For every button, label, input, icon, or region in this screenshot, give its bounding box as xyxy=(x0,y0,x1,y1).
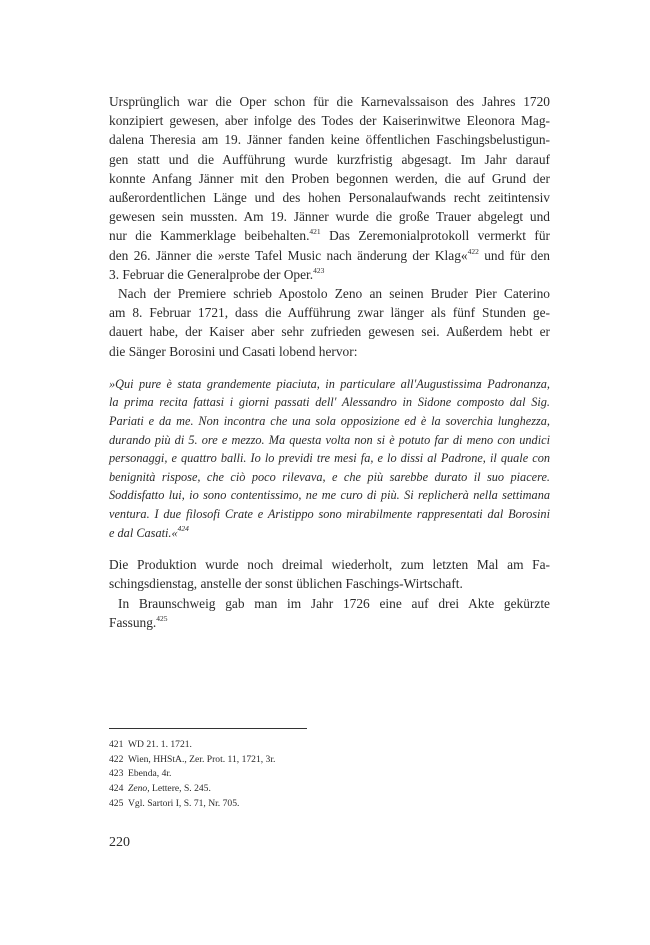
footnote-424 xyxy=(109,782,550,797)
block-quote xyxy=(109,375,550,542)
footnote-ref-424[interactable]: 424 xyxy=(177,523,189,533)
text-line: die Sänger Borosini und Casati lobend hervor: xyxy=(109,343,358,359)
text-line: am 8. Februar 1721, dass die Aufführung zwar länger als fünf Stunden ge- xyxy=(109,305,550,321)
paragraph-4 xyxy=(109,594,550,632)
text-line: Die Produktion wurde noch dreimal wiederholt, zum letzten Mal am Fa- xyxy=(109,557,550,573)
text-line: gewesen sein mussten. Am 19. Jänner wurde die große Trauer abgelegt und xyxy=(109,209,550,225)
footnote-text: Ebenda, 4r. xyxy=(128,768,172,780)
paragraph-1 xyxy=(109,92,550,284)
quote-line: personaggi, e quattro balli. Io lo previdi tre mesi fa, e lo dissi al Padrone, il quale con xyxy=(109,451,550,466)
footnote-421 xyxy=(109,738,550,753)
text-line: konzipiert gewesen, aber infolge des Todes der Kaiserinwitwe Eleonora Mag- xyxy=(109,113,550,129)
text-line: schingsdienstag, anstelle der sonst üblichen Faschings-Wirtschaft. xyxy=(109,576,463,592)
text-line: gen statt und die Aufführung wurde kurzfristig abgesagt. Im Jahr darauf xyxy=(109,151,550,167)
footnote-number: 422 xyxy=(109,753,124,765)
footnote-author: Zeno xyxy=(128,783,148,795)
footnotes xyxy=(109,728,550,812)
footnote-ref-423[interactable]: 423 xyxy=(313,265,325,275)
quote-line: Soddisfatto lui, io sono contentissimo, ne me curo di più. Si replicherà nella settimana xyxy=(109,488,550,503)
footnote-number: 424 xyxy=(109,783,124,795)
footnote-ref-421[interactable]: 421 xyxy=(309,227,321,237)
footnote-ref-425[interactable]: 425 xyxy=(156,613,168,623)
text-line: außerordentlichen Länge und des hohen Personalaufwands recht zeitintensiv xyxy=(109,190,550,206)
footnote-number: 425 xyxy=(109,797,124,809)
paragraph-2 xyxy=(109,284,550,361)
text-line: 3. Februar die Generalprobe der Oper.$^{423}$ xyxy=(109,265,325,282)
quote-line: e dal Casati.«$^{424}$ xyxy=(109,523,189,540)
footnote-number: 421 xyxy=(109,739,124,750)
text-line: dauert habe, der Kaiser aber sehr zufrieden gewesen sei. Außerdem hebt er xyxy=(109,324,550,340)
text-line: Ursprünglich war die Oper schon für die Karnevalssaison des Jahres 1720 xyxy=(109,94,550,109)
page-number: 220 xyxy=(109,835,130,850)
quote-line: durando più di 5. ore e mezzo. Ma questa volta non si è potuto far di meno con undici xyxy=(109,432,550,447)
quote-line: ventura. I due filosofi Crate e Aristippo sono mirabilmente rappresentati dal Borosini xyxy=(109,507,550,521)
footnote-text: , Lettere, S. 245. xyxy=(147,783,211,795)
footnote-divider xyxy=(109,728,307,729)
quote-line: Pariati e da me. Non incontra che una sola opposizione ed è la soverchia lunghezza, xyxy=(109,414,550,429)
footnote-text: Vgl. Sartori I, S. 71, Nr. 705. xyxy=(128,797,240,809)
text-line: den 26. Jänner die »erste Tafel Music nach änderung der Klag«$^{422}$ und für den xyxy=(109,246,551,263)
quote-line: benignità rispose, che ciò poco rilevava, e che più sarebbe durato il suo piacere. xyxy=(109,469,550,484)
text-line: Fassung.$^{425}$ xyxy=(109,613,168,630)
main-text xyxy=(109,92,550,632)
text-line: nur die Kammerklage beibehalten.$^{421}$ Das Zeremonialprotokoll vermerkt für xyxy=(109,227,550,244)
footnote-423 xyxy=(109,767,550,782)
text-line: konnte Anfang Jänner mit den Proben begonnen werden, die auf Grund der xyxy=(109,170,550,186)
text-line: Nach der Premiere schrieb Apostolo Zeno an seinen Bruder Pier Caterino xyxy=(118,286,550,302)
paragraph-3 xyxy=(109,555,550,593)
quote-line: »Qui pure è stata grandemente piaciuta, in particulare all'Augustissima Padronanza, xyxy=(109,376,550,391)
footnote-ref-422[interactable]: 422 xyxy=(467,246,479,256)
text-line: In Braunschweig gab man im Jahr 1726 eine auf drei Akte gekürzte xyxy=(118,595,550,611)
footnote-422 xyxy=(109,753,550,768)
quote-line: la prima recita fattasi i giorni passati dell' Alessandro in Sidone composto dal Sig. xyxy=(109,395,550,410)
footnote-text: WD 21. 1. 1721. xyxy=(128,739,192,750)
footnote-text: Wien, HHStA., Zer. Prot. 11, 1721, 3r. xyxy=(128,753,276,765)
text-line: dalena Theresia am 19. Jänner fanden keine öffentlichen Faschingsbelustigun- xyxy=(109,132,550,148)
footnote-425 xyxy=(109,797,550,812)
footnote-number: 423 xyxy=(109,768,124,780)
